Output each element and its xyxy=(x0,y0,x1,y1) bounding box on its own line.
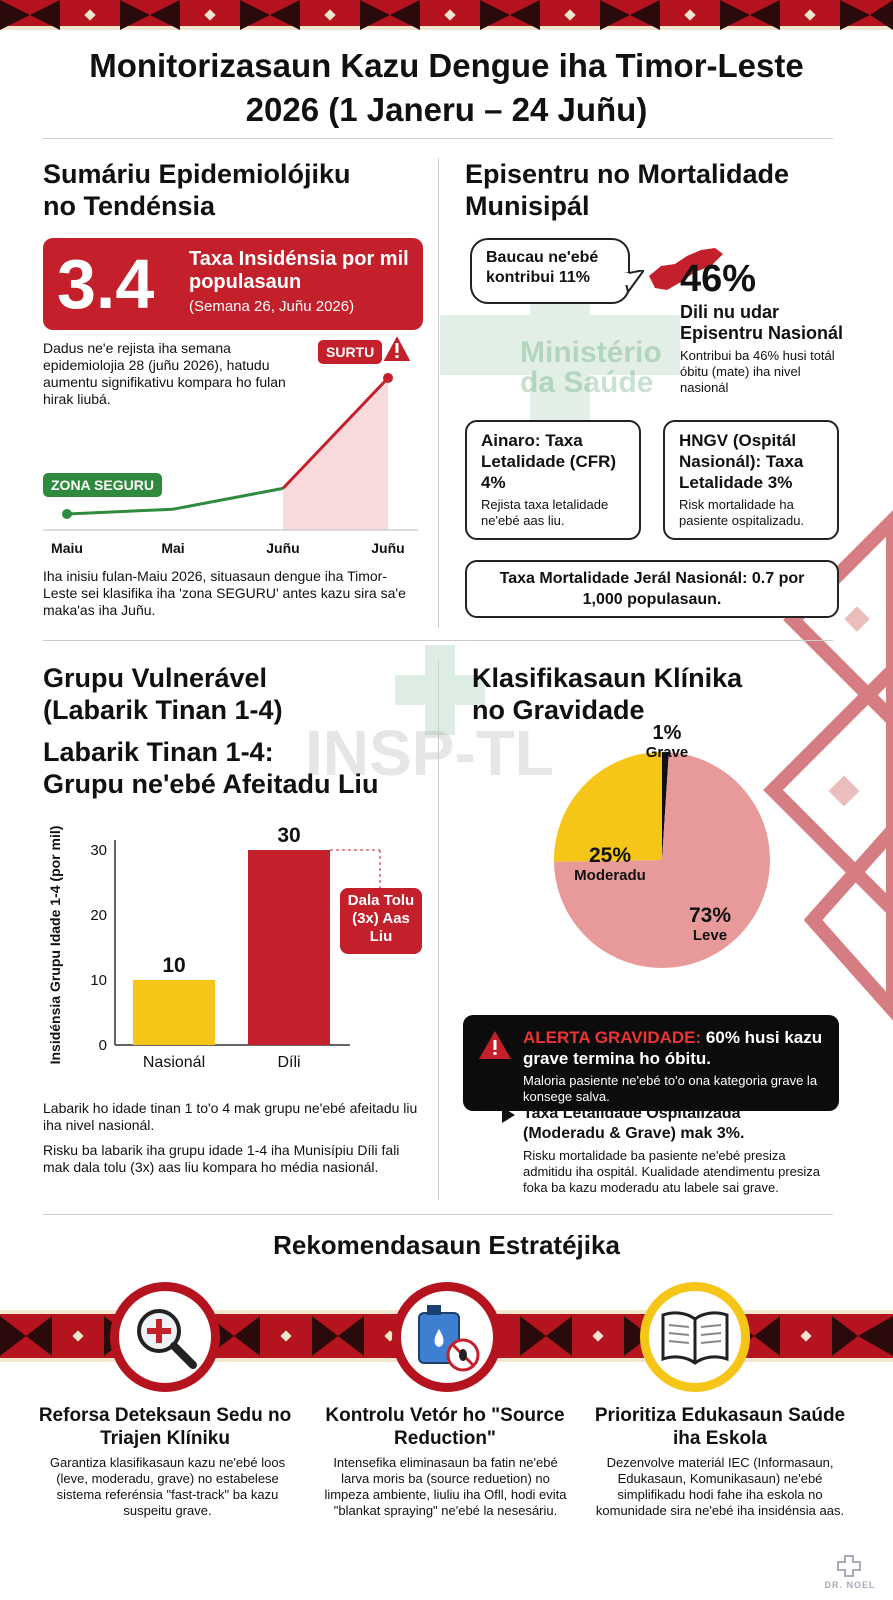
pie-value-label: 1% xyxy=(652,725,682,744)
incidence-value: 3.4 xyxy=(57,245,155,323)
trend-x-label: Maiu xyxy=(51,540,83,556)
trend-point-peak xyxy=(383,373,393,383)
summary-heading-line-2: no Tendénsia xyxy=(43,191,216,221)
bar-category-label: Díli xyxy=(277,1054,301,1071)
education-circle xyxy=(640,1282,750,1392)
vulnerable-heading xyxy=(43,662,283,726)
vulnerable-text-1: Labarik ho idade tinan 1 to'o 4 mak grupu ne'ebé afeitadu liu iha nivel nasionál. xyxy=(43,1100,418,1133)
bubble-pointer xyxy=(624,270,644,294)
vulnerable-subheading xyxy=(43,736,378,800)
dili-sub: Kontribui ba 46% husi totál óbitu (mate) iha nivel nasionál xyxy=(680,348,835,395)
clinical-heading-line-2: no Gravidade xyxy=(472,695,645,725)
trend-segment xyxy=(67,509,173,514)
alert-red-label: ALERTA GRAVIDADE: xyxy=(523,1028,702,1047)
bar-chart-y-tick: 30 xyxy=(90,842,107,859)
bar-chart-y-tick: 20 xyxy=(90,907,107,924)
severity-alert-box xyxy=(463,1015,839,1111)
footer-brand: DR. NOEL xyxy=(824,1580,876,1590)
incidence-trend-chart xyxy=(43,360,423,560)
rec-1-text: Garantiza klasifikasaun kazu ne'ebé loos (leve, moderadu, grave) no estabelese sistema referénsia "fast-track" ba kazu suspeitu grave. xyxy=(49,1455,286,1518)
pie-value-label: 73% xyxy=(688,904,732,927)
rec-2-text: Intensefika eliminasaun ba fatin ne'ebé larva moris ba (source reduetion) no limpeza ambiente, liuliu iha Ofll, hodi evita "blankat spraying" ne'ebé la nesesáriu. xyxy=(324,1455,567,1518)
hngv-title: HNGV (Ospitál Nasionál): Taxa Letalidade 3% xyxy=(679,431,804,492)
surtu-tag: SURTU xyxy=(318,340,382,364)
pie-category-label: Leve xyxy=(692,927,728,944)
summary-text-1: Dadus ne'e rejista iha semana epidemiolojia 28 (juñu 2026), hatudu aumentu signifikativu kompara ho fulan hirak liubá. xyxy=(43,340,286,407)
open-book-icon xyxy=(659,1305,731,1369)
rec-3-text: Dezenvolve materiál IEC (Informasaun, Edukasaun, Komunikasaun) ne'ebé simplifikadu hodi fahe iha eskola no komunidade sira ne'ebé iha insidénsia aas. xyxy=(595,1455,845,1518)
detection-circle xyxy=(110,1282,220,1392)
vulnerable-heading-line-2: (Labarik Tinan 1-4) xyxy=(43,695,283,725)
rec-3-title: Prioritiza Edukasaun Saúde iha Eskola xyxy=(594,1405,846,1449)
rec-1-title: Reforsa Deteksaun Sedu no Triajen Klíniku xyxy=(38,1405,292,1449)
ainaro-sub: Rejista taxa letalidade ne'ebé aas liu. xyxy=(481,497,609,528)
brand-logo-icon xyxy=(836,1554,862,1578)
bar-chart-y-tick: 0 xyxy=(98,1037,107,1054)
ministry-watermark-text-1: Ministério xyxy=(520,336,662,369)
national-mortality-card xyxy=(465,560,839,618)
alert-sub: Maloria pasiente ne'ebé to'o ona kategoria grave la konsege salva. xyxy=(523,1073,818,1104)
summary-heading xyxy=(43,158,351,222)
incidence-label: Taxa Insidénsia por mil populasaun xyxy=(189,248,409,293)
alert-warning-icon xyxy=(477,1029,513,1061)
title-divider xyxy=(43,138,833,139)
page-title-line-2: 2026 (1 Janeru – 24 Juñu) xyxy=(245,91,648,128)
bar-dili xyxy=(248,850,330,1045)
dili-percent: 46% xyxy=(680,258,757,300)
trend-x-label: Mai xyxy=(161,540,185,556)
middle-divider xyxy=(43,640,833,641)
epicenter-heading-line-2: Munisipál xyxy=(465,191,590,221)
incidence-sub: (Semana 26, Juñu 2026) xyxy=(189,298,355,315)
ainaro-title: Ainaro: Taxa Letalidade (CFR) 4% xyxy=(481,431,617,492)
vulnerable-heading-line-1: Grupu Vulnerável xyxy=(43,663,268,693)
clinical-heading-line-1: Klasifikasaun Klínika xyxy=(472,663,743,693)
summary-text-2: Iha inisiu fulan-Maiu 2026, situasaun dengue iha Timor-Leste sei klasifika iha 'zona SEGURU' antes kazu sira sa'e maka'as iha Juñu. xyxy=(43,568,406,618)
pie-value-label: 25% xyxy=(588,844,632,867)
vulnerable-text-2: Risku ba labarik iha grupu idade 1-4 iha Munisípiu Díli fali mak dala tolu (3x) aas liu kompara ho média nasionál. xyxy=(43,1142,400,1175)
outbreak-area xyxy=(283,378,388,530)
vulnerable-subheading-line-2: Grupu ne'ebé Afeitadu Liu xyxy=(43,769,379,799)
dili-title: Dili nu udar Episentru Nasionál xyxy=(680,302,844,343)
recommendations-divider xyxy=(43,1214,833,1215)
epicenter-heading-line-1: Episentru no Mortalidade xyxy=(465,159,790,189)
top-column-divider xyxy=(438,158,439,628)
bar-category-label: Nasionál xyxy=(142,1054,206,1071)
clinical-classification-pie-chart xyxy=(540,725,800,990)
bar-national xyxy=(133,980,215,1045)
insp-watermark-text: INSP-TL xyxy=(305,717,554,789)
jerrycan-mosquito-icon xyxy=(411,1299,483,1375)
national-mortality-text: Taxa Mortalidade Jerál Nasionál: 0.7 por 1,000 populasaun. xyxy=(499,570,805,608)
summary-heading-line-1: Sumáriu Epidemiolójiku xyxy=(43,159,351,189)
bar-chart-y-tick: 10 xyxy=(90,972,107,989)
trend-segment xyxy=(173,488,283,509)
clinical-heading xyxy=(472,662,742,726)
hngv-sub: Risk mortalidade ha pasiente ospitalizadu. xyxy=(679,497,805,528)
ainaro-card xyxy=(465,420,641,540)
vector-control-circle xyxy=(392,1282,502,1392)
trend-x-label: Juñu xyxy=(266,540,300,556)
epicenter-heading xyxy=(465,158,789,222)
rec-2-title: Kontrolu Vetór ho "Source Reduction" xyxy=(325,1405,565,1449)
hospital-letality-sub: Risku mortalidade ba pasiente ne'ebé presiza admitidu iha ospitál. Kualidade atendimentu presiza foka ba kazu moderadu atu labele sai grave. xyxy=(523,1148,821,1195)
baucau-bubble: Baucau ne'ebé kontribui 11% xyxy=(470,238,630,304)
pie-category-label: Grave xyxy=(645,744,689,761)
page-title xyxy=(0,44,893,132)
safe-zone-tag: ZONA SEGURU xyxy=(43,473,162,497)
bar-value-label: 30 xyxy=(277,824,301,847)
pie-category-label: Moderadu xyxy=(574,867,646,884)
incidence-rate-box xyxy=(43,238,423,330)
trend-point-start xyxy=(62,509,72,519)
trend-x-label: Juñu xyxy=(371,540,405,556)
play-arrow-icon xyxy=(500,1106,516,1124)
alert-headline xyxy=(523,1027,823,1069)
hngv-card xyxy=(663,420,839,540)
page-title-line-1: Monitorizasaun Kazu Dengue iha Timor-Leste xyxy=(89,47,804,84)
alert-white-text: 60% husi kazu grave termina ho óbitu. xyxy=(523,1028,823,1068)
three-times-callout: Dala Tolu (3x) Aas Liu xyxy=(340,888,422,954)
vulnerable-subheading-line-1: Labarik Tinan 1-4: xyxy=(43,737,274,767)
ministry-watermark-text-2: da Saúde xyxy=(520,366,654,399)
recommendations-heading: Rekomendasaun Estratéjika xyxy=(273,1230,620,1260)
bar-chart-y-axis-label: Insidénsia Grupu Idade 1-4 (por mil) xyxy=(47,825,63,1065)
magnifier-medical-icon xyxy=(129,1301,201,1373)
top-tais-band xyxy=(0,0,893,30)
bar-value-label: 10 xyxy=(162,954,186,977)
hospital-letality-title: Taxa Letalidade Ospitalizada (Moderadu & Grave) mak 3%. xyxy=(523,1105,745,1142)
